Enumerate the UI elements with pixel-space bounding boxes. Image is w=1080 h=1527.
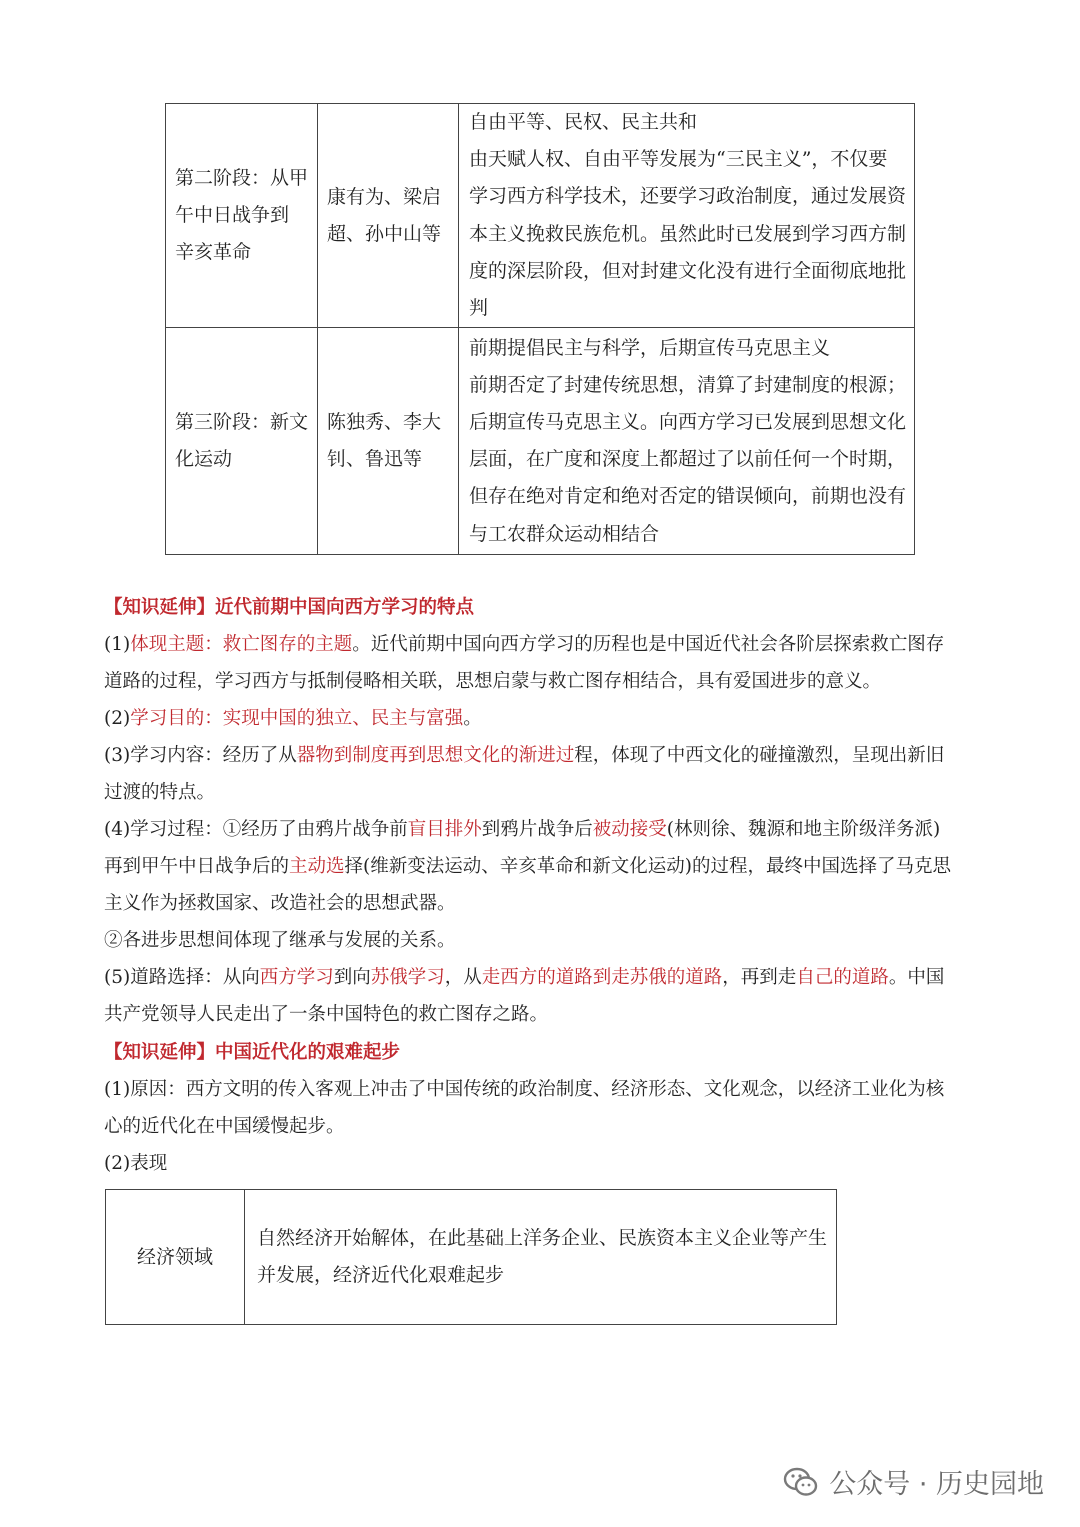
content-line: 学习西方科学技术，还要学习政治制度，通过发展资 [468,185,906,208]
stage-text: 第三阶段：新文 [175,411,309,434]
section-heading: 【知识延伸】中国近代化的艰难起步 [104,1042,401,1063]
text-run: (2) [104,708,131,729]
content-line: 但存在绝对肯定和绝对否定的错误倾向，前期也没有 [468,485,906,508]
wechat-watermark [783,1462,1044,1501]
text-run: 。中国 [888,967,945,988]
highlight-text: 被动接受 [592,819,667,840]
text-run: 择(维新变法运动、辛亥革命和新文化运动)的过程，最终中国选择了马克思 [344,856,951,877]
text-run: (4)学习过程：①经历了由鸦片战争前 [104,819,408,840]
content-line: 判 [468,297,488,320]
highlight-text: 学习目的：实现中国的独立、民主与富强 [130,708,464,729]
people-text: 超、孙中山等 [327,222,442,245]
text-run: 程，体现了中西文化的碰撞激烈，呈现出新旧 [574,745,945,766]
paragraph-1-cont: 道路的过程，学习西方与抵制侵略相关联，思想启蒙与救亡图存相结合，具有爱国进步的意义。 [104,671,882,692]
text-run: ，再到走 [722,967,797,988]
field-label-cell [106,1190,245,1325]
people-cell [318,328,459,555]
stage-text: 化运动 [175,448,233,471]
people-cell [318,104,459,328]
text-run: ，从 [444,967,482,988]
stage-cell [166,104,318,328]
text-run: (林则徐、魏源和地主阶级洋务派) [666,819,941,840]
content-line: 后期宣传马克思主义。向西方学习已发展到思想文化 [468,411,906,434]
text-run: 。近代前期中国向西方学习的历程也是中国近代社会各阶层探索救亡图存 [352,634,945,655]
text-run: 到向 [333,967,371,988]
text-run: (5)道路选择：从向 [104,967,260,988]
paragraph-3-cont: 过渡的特点。 [104,782,216,803]
table-row [166,328,915,555]
knowledge-extension-section-1 [104,589,984,1033]
content-line: 与工农群众运动相结合 [468,522,659,545]
content-line: 自由平等、民权、民主共和 [468,111,697,133]
paragraph-2 [104,700,984,737]
highlight-text: 体现主题：救亡图存的主题 [130,634,353,655]
highlight-text: 器物到制度再到思想文化的渐进过 [296,745,575,766]
paragraph-4-sub: ②各进步思想间体现了继承与发展的关系。 [104,930,456,951]
paragraph-5-cont: 共产党领导人民走出了一条中国特色的救亡图存之路。 [104,1004,549,1025]
content-line: 前期提倡民主与科学，后期宣传马克思主义 [468,336,830,359]
text-run: 再到甲午中日战争后的 [104,856,290,877]
paragraph-4 [104,811,984,848]
stage-cell [166,328,318,555]
watermark-text: 公众号 · 历史园地 [829,1469,1044,1500]
content-line: 层面，在广度和深度上都超过了以前任何一个时期， [468,448,906,471]
text-run: (3)学习内容：经历了从 [104,745,297,766]
stage-text: 辛亥革命 [175,241,252,264]
paragraph-1 [104,626,984,663]
content-line: 本主义挽救民族危机。虽然此时已发展到学习西方制 [468,222,906,245]
highlight-text: 苏俄学习 [370,967,445,988]
highlight-text: 主动选 [289,856,345,877]
content-line: 并发展，经济近代化艰难起步 [256,1264,504,1286]
table-row [106,1190,837,1325]
text-run: 到鸦片战争后 [481,819,593,840]
field-content-cell [244,1190,836,1325]
knowledge-extension-section-2 [104,1034,984,1182]
content-cell [458,328,914,555]
stage-text: 午中日战争到 [175,204,290,227]
paragraph-1: (1)原因：西方文明的传入客观上冲击了中国传统的政治制度、经济形态、文化观念，以经济工业化为核 [104,1079,945,1100]
paragraph-5 [104,959,984,996]
paragraph-4-cont [104,848,984,885]
economic-field-table [105,1189,837,1325]
people-text: 钊、鲁迅等 [327,448,423,471]
field-label: 经济领域 [136,1245,213,1268]
text-run: (1) [104,634,131,655]
stage-text: 第二阶段：从甲 [175,167,309,190]
paragraph-3 [104,737,984,774]
people-text: 陈独秀、李大 [327,411,442,434]
history-stage-table [165,103,915,555]
content-cell [458,104,914,328]
text-run: 。 [463,708,482,729]
content-line: 前期否定了封建传统思想，清算了封建制度的根源； [468,373,906,396]
wechat-icon [783,1466,819,1498]
paragraph-4-cont: 主义作为拯救国家、改造社会的思想武器。 [104,893,456,914]
paragraph-1-cont: 心的近代化在中国缓慢起步。 [104,1116,345,1137]
table-row [166,104,915,328]
highlight-text: 盲目排外 [407,819,482,840]
highlight-text: 走西方的道路到走苏俄的道路 [481,967,723,988]
highlight-text: 西方学习 [259,967,334,988]
highlight-text: 自己的道路 [796,967,889,988]
content-line: 由天赋人权、自由平等发展为“三民主义”，不仅要 [468,148,888,171]
people-text: 康有为、梁启 [327,185,442,208]
content-line: 自然经济开始解体，在此基础上洋务企业、民族资本主义企业等产生 [256,1227,827,1249]
content-line: 度的深层阶段，但对封建文化没有进行全面彻底地批 [468,259,906,282]
section-heading: 【知识延伸】近代前期中国向西方学习的特点 [104,597,475,618]
paragraph-2: (2)表现 [104,1153,168,1174]
